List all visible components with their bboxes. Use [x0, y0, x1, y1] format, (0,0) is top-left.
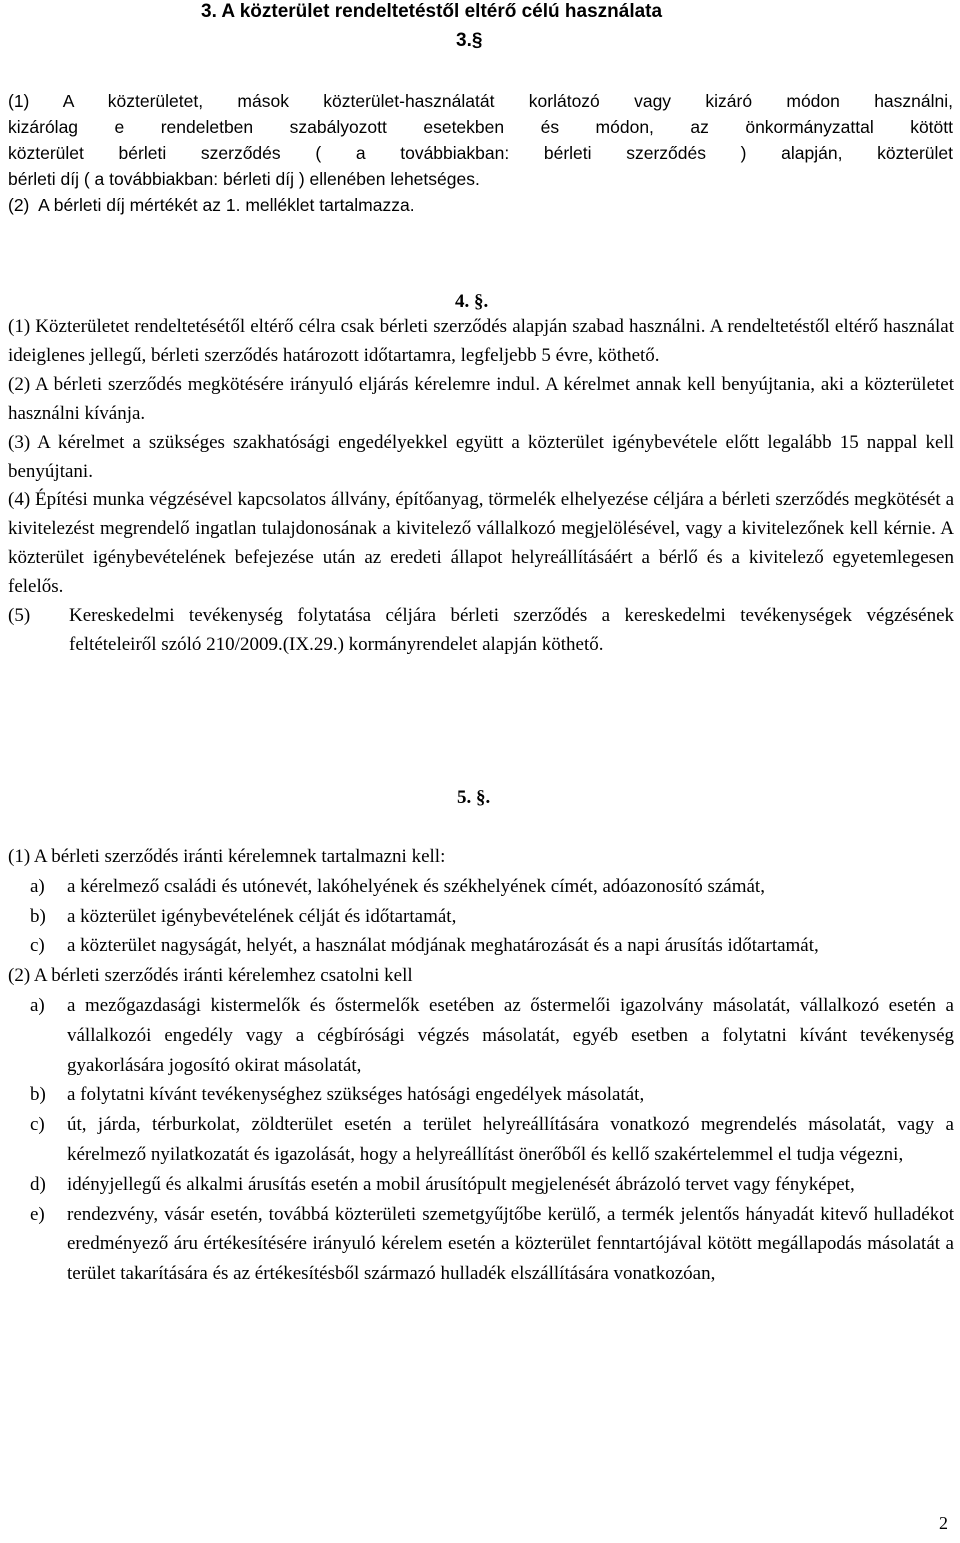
list-item-marker: c): [30, 1114, 45, 1136]
list-item-text: a közterület igénybevételének célját és időtartamát,: [67, 905, 457, 927]
list-item: [8, 1170, 954, 1200]
section-3-paragraph-1-line: bérleti díj ( a továbbiakban: bérleti díj ) ellenében lehetséges.: [8, 169, 480, 189]
section-4-paragraph-1: (1) Közterületet rendeltetésétől eltérő célra csak bérleti szerződés alapján szabad használni. A rendeltetéstől eltérő használat ideiglenes jellegű, bérleti szerződés határozott időtartamra, legfeljebb 5 évre, köthető.: [8, 316, 954, 366]
section-3-body: [8, 88, 953, 218]
section-3-paragraph-1-line: (1) A közterületet, mások közterület-használatát korlátozó vagy kizáró módon használni,: [8, 91, 953, 111]
section-4-paragraph-5: [8, 602, 954, 660]
section-4-paragraph-4: (4) Építési munka végzésével kapcsolatos állvány, építőanyag, törmelék elhelyezése céljára a bérleti szerződés megkötését a kivitelezést megrendelő ingatlan tulajdonosának a kivitelező vállalkozó megjelölésével, vagy a kivitelezőnek kell kérnie. A közterület igénybevételének befejezése után az eredeti állapot helyreállításáért a bérlő és a kivitelező egyetemlegesen felelős.: [8, 489, 954, 598]
list-item-marker: a): [30, 875, 45, 897]
list-item: [8, 1110, 954, 1170]
list-item: [8, 902, 954, 932]
list-item-marker: c): [30, 935, 45, 957]
section-5-paragraph-2-lead: (2) A bérleti szerződés iránti kérelemhez csatolni kell: [8, 965, 413, 987]
page-number: 2: [939, 1513, 948, 1533]
list-item: [8, 931, 954, 961]
section-4-paragraph-5-label: (5): [8, 605, 31, 627]
section-4-paragraph-3: (3) A kérelmet a szükséges szakhatósági engedélyekkel együtt a közterület igénybevétele előtt legalább 15 nappal kell benyújtani.: [8, 431, 954, 482]
document-title: 3. A közterület rendeltetéstől eltérő célú használata: [201, 1, 663, 22]
list-item-marker: a): [30, 994, 45, 1016]
section-5-body: [8, 842, 954, 1289]
section-3-paragraph-1-line: közterület bérleti szerződés ( a továbbiakban: bérleti szerződés ) alapján, közterület: [8, 143, 953, 163]
section-5-heading: 5. §.: [457, 787, 491, 808]
list-item-text: rendezvény, vásár esetén, továbbá közterületi szemetgyűjtőbe kerülő, a termék jelentős hányadát kitevő hulladékot eredményező áru értékesítésére irányuló kérelem esetén a közterület fenntartójával kötött megállapodás másolatát a terület takarítására és az értékesítésből származó hulladék elszállítására vonatkozóan,: [67, 1203, 954, 1285]
section-3-paragraph-1-line: kizárólag e rendeletben szabályozott esetekben és módon, az önkormányzattal kötött: [8, 117, 953, 137]
list-item-text: út, járda, térburkolat, zöldterület esetén a terület helyreállítására vonatkozó megrendelés másolatát, vagy a kérelmező nyilatkozatát és igazolását, hogy a helyreállítást önerőből és kellő szakértelemmel el tudja végezni,: [67, 1114, 954, 1165]
list-item: [8, 991, 954, 1080]
list-item-marker: e): [30, 1203, 45, 1225]
list-item: [8, 872, 954, 902]
section-4-body: [8, 313, 954, 660]
section-4-heading: 4. §.: [455, 291, 489, 312]
list-item-marker: d): [30, 1173, 46, 1195]
list-item-text: a folytatni kívánt tevékenységhez szükséges hatósági engedélyek másolatát,: [67, 1084, 645, 1106]
list-item-text: a közterület nagyságát, helyét, a használat módjának meghatározását és a napi árusítás időtartamát,: [67, 935, 819, 957]
list-item-text: a mezőgazdasági kistermelők és őstermelők esetében az őstermelői igazolvány másolatát, vállalkozó esetén a vállalkozói engedély vagy a cégbírósági végzés másolatát, egyéb esetben a folytatni kívánt tevékenység gyakorlására jogosító okirat másolatát,: [67, 994, 954, 1076]
section-3-paragraph-2: (2) A bérleti díj mértékét az 1. melléklet tartalmazza.: [8, 195, 415, 215]
list-item: [8, 1080, 954, 1110]
section-3-heading: 3.§: [456, 30, 483, 51]
list-item-marker: b): [30, 905, 46, 927]
section-5-paragraph-1-lead: (1) A bérleti szerződés iránti kérelemnek tartalmazni kell:: [8, 846, 446, 867]
list-item-marker: b): [30, 1084, 46, 1106]
list-item: [8, 1200, 954, 1289]
list-item-text: a kérelmező családi és utónevét, lakóhelyének és székhelyének címét, adóazonosító számát,: [67, 875, 765, 897]
section-4-paragraph-2: (2) A bérleti szerződés megkötésére irányuló eljárás kérelemre indul. A kérelmet annak kell benyújtania, aki a közterületet használni kívánja.: [8, 373, 954, 424]
section-4-paragraph-5-text: Kereskedelmi tevékenység folytatása céljára bérleti szerződés a kereskedelmi tevékenységek végzésének feltételeiről szóló 210/2009.(IX.29.) kormányrendelet alapján köthető.: [69, 605, 954, 655]
list-item-text: idényjellegű és alkalmi árusítás esetén a mobil árusítópult megjelenését ábrázoló tervet vagy fényképet,: [67, 1173, 855, 1195]
